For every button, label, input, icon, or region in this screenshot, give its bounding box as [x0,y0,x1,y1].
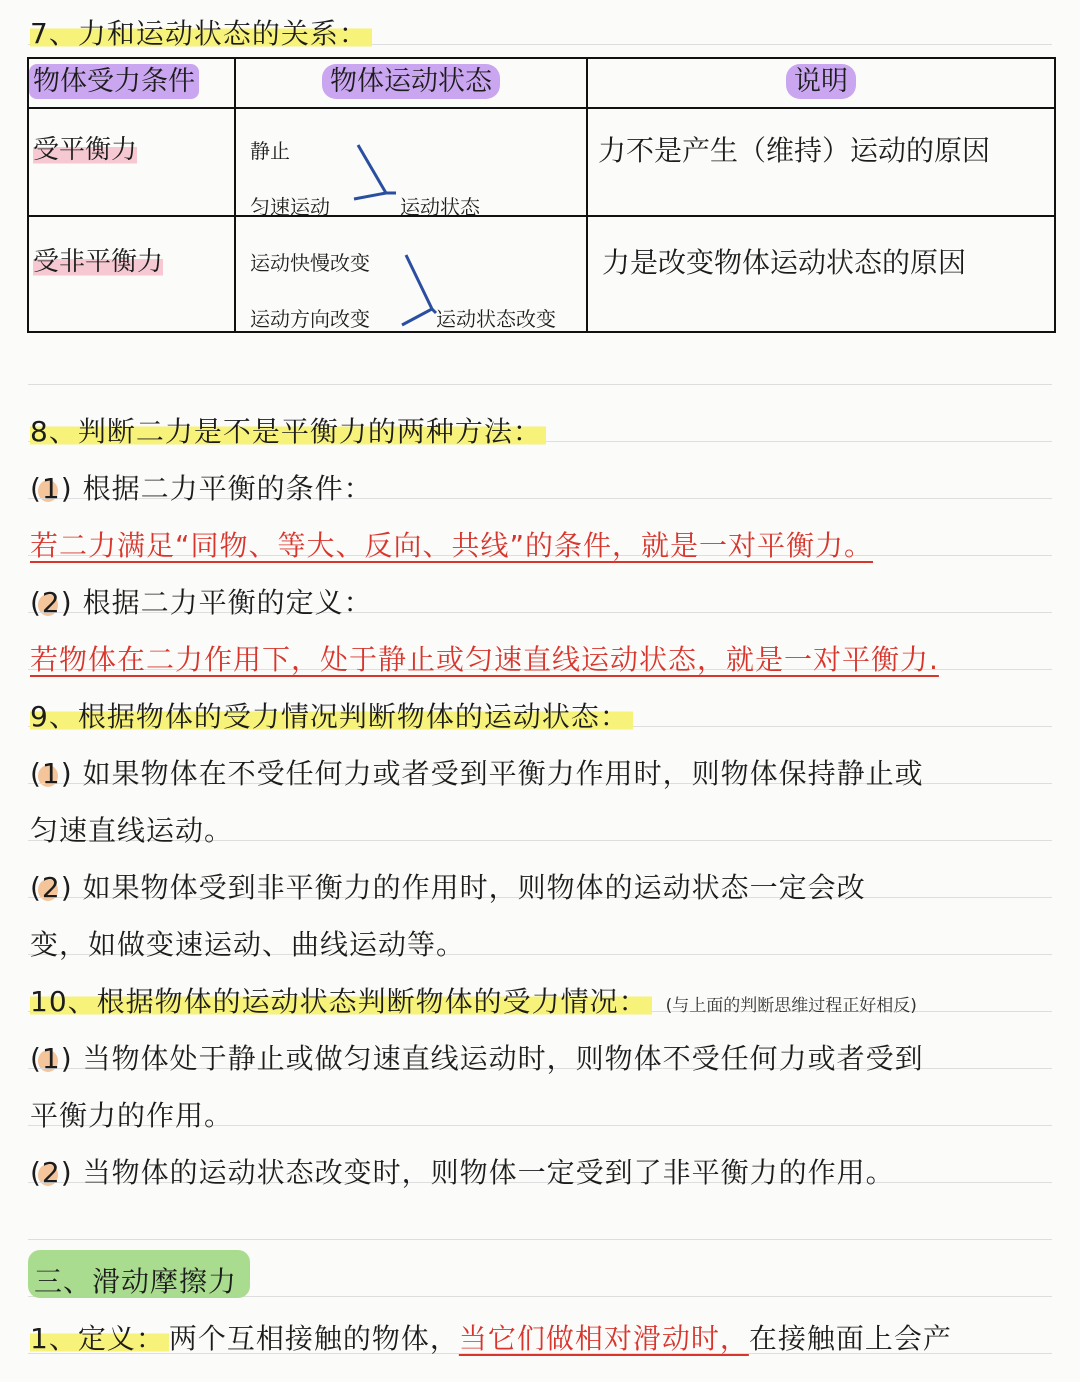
table-header-row [28,58,1055,108]
header-state: 物体运动状态 [235,58,587,108]
section7-title: 7、力和运动状态的关系： [30,12,372,52]
section8-method1: (1) 根据二力平衡的条件： [30,472,373,505]
section9-point1: (1) 如果物体在不受任何力或者受到平衡力作用时，则物体保持静止或 [30,757,924,790]
section10-point1: (1) 当物体处于静止或做匀速直线运动时，则物体不受任何力或者受到 [30,1042,924,1075]
section8-method1-red: 若二力满足“同物、等大、反向、共线”的条件，就是一对平衡力。 [30,529,874,562]
section10-note: (与上面的判断思维过程正好相反) [665,996,917,1016]
row2-states: 运动快慢改变 运动方向改变 运动状态改变 [235,216,587,332]
row1-note: 力不是产生（维持）运动的原因 [587,108,1055,216]
row2-condition: 受非平衡力 [28,216,235,332]
section8-method2-red: 若物体在二力作用下，处于静止或匀速直线运动状态，就是一对平衡力. [30,643,939,676]
section10-title: 10、根据物体的运动状态判断物体的受力情况： (与上面的判断思维过程正好相反) [30,985,917,1018]
header-condition: 物体受力条件 [28,58,235,108]
section9-point2-cont: 变，如做变速运动、曲线运动等。 [30,928,466,961]
section8-title: 8、判断二力是不是平衡力的两种方法： [30,410,546,450]
section9-title: 9、根据物体的受力情况判断物体的运动状态： [30,695,633,735]
section9-point1-cont: 匀速直线运动。 [30,814,234,847]
table-row [28,108,1055,216]
row1-condition: 受平衡力 [28,108,235,216]
row1-states: 静止 匀速运动 运动状态 [235,108,587,216]
force-motion-table [27,57,1056,333]
section10-point1-cont: 平衡力的作用。 [30,1099,234,1132]
row2-note: 力是改变物体运动状态的原因 [587,216,1055,332]
table-row [28,216,1055,332]
section8-method2: (2) 根据二力平衡的定义： [30,586,373,619]
header-note: 说明 [587,58,1055,108]
section3-title: 三、滑动摩擦力 [34,1265,238,1298]
section3-definition: 1、定义： 两个互相接触的物体，当它们做相对滑动时，在接触面上会产 [30,1322,952,1355]
section9-point2: (2) 如果物体受到非平衡力的作用时，则物体的运动状态一定会改 [30,871,866,904]
section10-point2: (2) 当物体的运动状态改变时，则物体一定受到了非平衡力的作用。 [30,1156,895,1189]
